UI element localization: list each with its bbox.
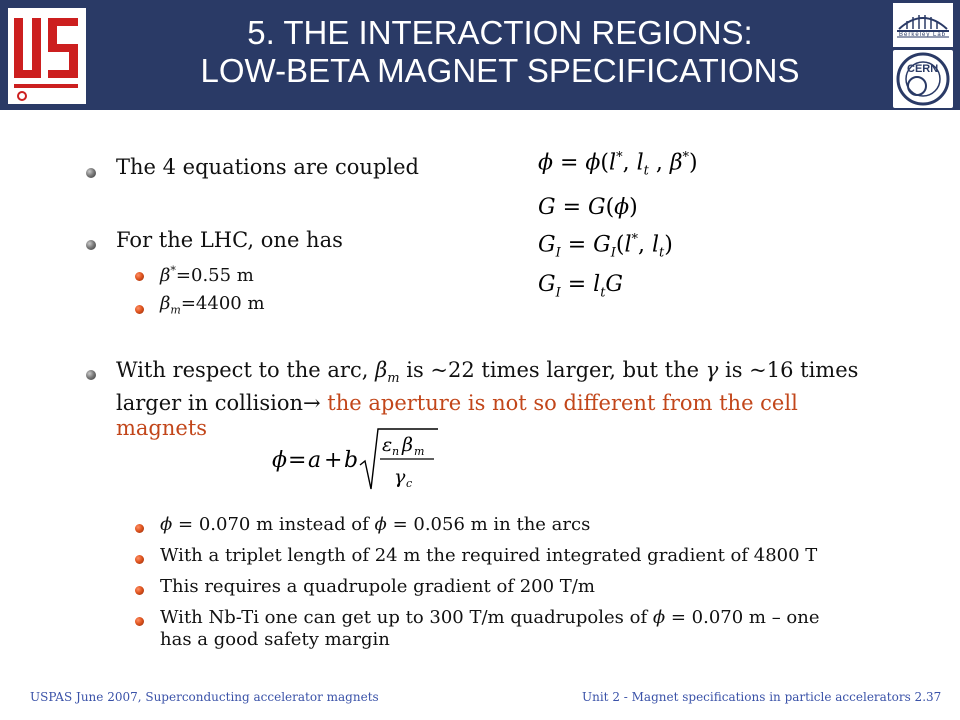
title-banner — [0, 0, 960, 110]
nbti-text-b: = 0.070 m – one — [670, 607, 820, 628]
berkeley-lab-logo — [893, 3, 953, 47]
sub-bullet-quad-gradient: This requires a quadrupole gradient of 200 T/m — [160, 576, 595, 597]
sub-bullet-icon — [135, 555, 144, 564]
berkeley-lab-logo-text: Berkeley Lab — [899, 32, 947, 38]
aperture-highlight: the aperture is not so different from the cell — [327, 391, 798, 416]
aperture-text-a: = 0.070 m instead of — [178, 514, 369, 535]
svg-text:ε: ε — [382, 434, 393, 456]
title-line-1: 5. THE INTERACTION REGIONS: — [247, 14, 753, 51]
cern-logo-text: CERN — [907, 63, 939, 75]
sub-bullet-beta-m: $\beta_m=4400$ m — [160, 293, 265, 317]
arc-text-a: With respect to the arc, — [116, 358, 369, 382]
svg-text:c: c — [406, 477, 413, 490]
sub-bullet-nbti: With Nb-Ti one can get up to 300 T/m quadrupoles of ϕ = 0.070 m – one has a good safety margin — [160, 607, 920, 651]
sub-bullet-icon — [135, 586, 144, 595]
footer-left: USPAS June 2007, Superconducting accelerator magnets — [30, 690, 379, 704]
svg-text:ϕ: ϕ — [272, 448, 287, 473]
sub-bullet-icon — [135, 272, 144, 281]
aperture-equation — [270, 425, 470, 495]
sub-bullet-aperture-value: ϕ = 0.070 m instead of ϕ = 0.056 m in the arcs — [160, 514, 591, 535]
svg-text:+: + — [324, 448, 343, 473]
bullet-icon — [86, 240, 96, 250]
page-title — [120, 14, 880, 90]
title-line-2: LOW-BETA MAGNET SPECIFICATIONS — [200, 52, 800, 89]
svg-text:m: m — [414, 445, 425, 458]
svg-text:γ: γ — [394, 466, 406, 488]
bullet-coupled-equations: The 4 equations are coupled — [116, 155, 419, 179]
equation-gi-function: $G_I = G_I(l^*$, $l_t$) — [538, 232, 673, 261]
bullet-icon — [86, 370, 96, 380]
bullet-lhc-has: For the LHC, one has — [116, 228, 343, 252]
svg-text:n: n — [392, 445, 400, 458]
aperture-highlight-cont: magnets — [116, 416, 208, 441]
arrow-icon: → — [303, 391, 321, 416]
sub-bullet-icon — [135, 305, 144, 314]
bullet-icon — [86, 168, 96, 178]
beta-star-value: =0.55 m — [175, 265, 254, 286]
cern-logo — [893, 50, 953, 108]
svg-text:=: = — [288, 448, 307, 473]
nbti-text-a: With Nb-Ti one can get up to 300 T/m quadrupoles of — [160, 607, 648, 628]
arc-text-b: is ~22 times larger, but the — [406, 358, 700, 382]
sub-bullet-triplet-length: With a triplet length of 24 m the required integrated gradient of 4800 T — [160, 545, 818, 566]
uspas-logo — [8, 8, 86, 104]
footer-right: Unit 2 - Magnet specifications in particle accelerators 2.37 — [582, 690, 942, 704]
bullet-arc-comparison: With respect to the arc, $\beta_m$ is ~22 times larger, but the γ is ~16 times larger in collision→ the aperture is not so different from the cell magnets — [116, 358, 916, 441]
beta-m-value: =4400 m — [180, 293, 265, 314]
equation-phi: ϕ = ϕ(l*, $l_t$ , β*) — [538, 150, 698, 179]
aperture-text-b: = 0.056 m in the arcs — [392, 514, 591, 535]
svg-text:b: b — [344, 448, 359, 473]
sub-bullet-icon — [135, 617, 144, 626]
equation-g: G = G(ϕ) — [538, 195, 638, 220]
sub-bullet-icon — [135, 524, 144, 533]
svg-text:β: β — [402, 434, 413, 456]
arc-text-c: is ~16 times — [724, 358, 859, 382]
equation-gi-product: $G_I = l_tG$ — [538, 272, 623, 301]
sub-bullet-beta-star: β*=0.55 m — [160, 264, 254, 286]
nbti-text-line2: has a good safety margin — [160, 629, 390, 650]
arc-text-d: larger in collision — [116, 391, 303, 416]
svg-text:a: a — [308, 448, 322, 473]
